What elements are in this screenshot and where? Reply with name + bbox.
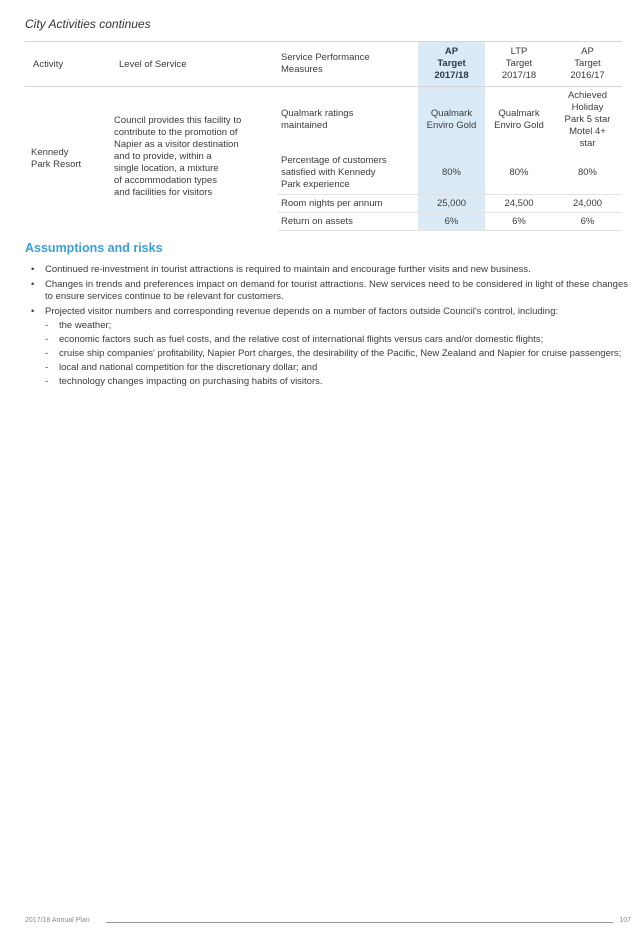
ap-prior-target-cell: 6%	[553, 213, 622, 231]
footer-divider	[106, 922, 613, 923]
measure-cell: Room nights per annum	[278, 195, 418, 213]
header-ltp-line: Target	[505, 58, 533, 69]
value-line: Holiday	[571, 101, 604, 113]
los-line: contribute to the promotion of	[114, 127, 238, 138]
activity-line: Park Resort	[31, 158, 82, 170]
assumptions-heading: Assumptions and risks	[25, 241, 163, 255]
header-prior-line: Target	[574, 58, 601, 69]
sub-list-item: - cruise ship companies' profitability, Napier Port charges, the desirability of the Pacific, New Zealand and Napier for cruise passengers;	[45, 348, 628, 360]
section-title: City Activities continues	[25, 17, 151, 31]
value-line: Park 5 star	[564, 113, 611, 125]
header-ap-line: AP	[444, 46, 459, 57]
list-item-text: Projected visitor numbers and corresponding revenue depends on a number of factors outside Council's control, including:	[45, 306, 558, 317]
ap-prior-target-cell	[553, 87, 622, 153]
activity-cell	[25, 87, 111, 231]
ltp-target-cell: 24,500	[485, 195, 553, 213]
header-ap-line: 2017/18	[434, 70, 469, 81]
header-measures	[278, 42, 418, 87]
header-level-of-service: Level of Service	[111, 42, 278, 87]
measure-cell: Return on assets	[278, 213, 418, 231]
assumptions-list	[31, 264, 628, 391]
header-measures-line: Service Performance	[281, 52, 370, 63]
los-line: Napier as a visitor destination	[114, 139, 239, 150]
footer-plan-title: 2017/18 Annual Plan	[25, 917, 90, 924]
measure-line: Park experience	[281, 179, 350, 191]
value-line: Achieved	[567, 89, 608, 101]
header-ltp-line: 2017/18	[501, 70, 537, 81]
los-line: of accommodation types	[114, 175, 217, 186]
measure-cell	[278, 153, 418, 195]
value-line: Qualmark	[498, 107, 540, 119]
table-row	[25, 87, 622, 153]
list-item: • Continued re-investment in tourist attractions is required to maintain and encourage further visits and new business.	[31, 264, 628, 276]
value-line: Enviro Gold	[426, 119, 477, 131]
header-ap-target	[418, 42, 485, 87]
ap-prior-target-cell: 24,000	[553, 195, 622, 213]
measure-cell	[278, 87, 418, 153]
sub-list-item: - the weather;	[45, 320, 628, 332]
header-measures-line: Measures	[281, 64, 323, 75]
header-ap-line: Target	[437, 58, 466, 69]
measure-line: Qualmark ratings	[281, 107, 354, 119]
header-ap-prior-target	[553, 42, 622, 87]
header-activity: Activity	[25, 42, 111, 87]
page-number: 107	[619, 917, 631, 924]
ap-target-cell	[418, 87, 485, 153]
ltp-target-cell	[485, 87, 553, 153]
sub-list-item: - technology changes impacting on purchasing habits of visitors.	[45, 376, 628, 388]
header-ltp-target	[485, 42, 553, 87]
activity-line: Kennedy	[31, 146, 69, 158]
value-line: Qualmark	[430, 107, 473, 119]
measure-line: Percentage of customers	[281, 155, 387, 167]
ap-prior-target-cell: 80%	[553, 153, 622, 195]
los-line: single location, a mixture	[114, 163, 219, 174]
list-item: • Changes in trends and preferences impact on demand for tourist attractions. New services need to be considered in light of these changes to ensure services continue to be relevant for customers.	[31, 279, 628, 303]
factors-sublist	[45, 320, 628, 388]
value-line: Motel 4+	[569, 125, 606, 137]
los-line: and to provide, within a	[114, 151, 212, 162]
list-item	[31, 306, 628, 388]
sub-list-item: - economic factors such as fuel costs, and the relative cost of international flights versus cars and/or domestic flights;	[45, 334, 628, 346]
value-line: star	[579, 137, 596, 149]
header-prior-line: AP	[581, 46, 594, 57]
ap-target-cell: 25,000	[418, 195, 485, 213]
sub-list-item: - local and national competition for the discretionary dollar; and	[45, 362, 628, 374]
los-line: and facilities for visitors	[114, 187, 213, 198]
header-prior-line: 2016/17	[570, 70, 605, 81]
ltp-target-cell: 80%	[485, 153, 553, 195]
ltp-target-cell: 6%	[485, 213, 553, 231]
measure-line: maintained	[281, 119, 328, 131]
ap-target-cell: 80%	[418, 153, 485, 195]
los-line: Council provides this facility to	[114, 115, 242, 126]
level-of-service-cell	[111, 87, 278, 231]
ap-target-cell: 6%	[418, 213, 485, 231]
table-header-row	[25, 42, 622, 87]
header-ltp-line: LTP	[510, 46, 528, 57]
value-line: Enviro Gold	[494, 119, 544, 131]
measure-line: satisfied with Kennedy	[281, 167, 376, 179]
performance-table	[25, 41, 622, 231]
